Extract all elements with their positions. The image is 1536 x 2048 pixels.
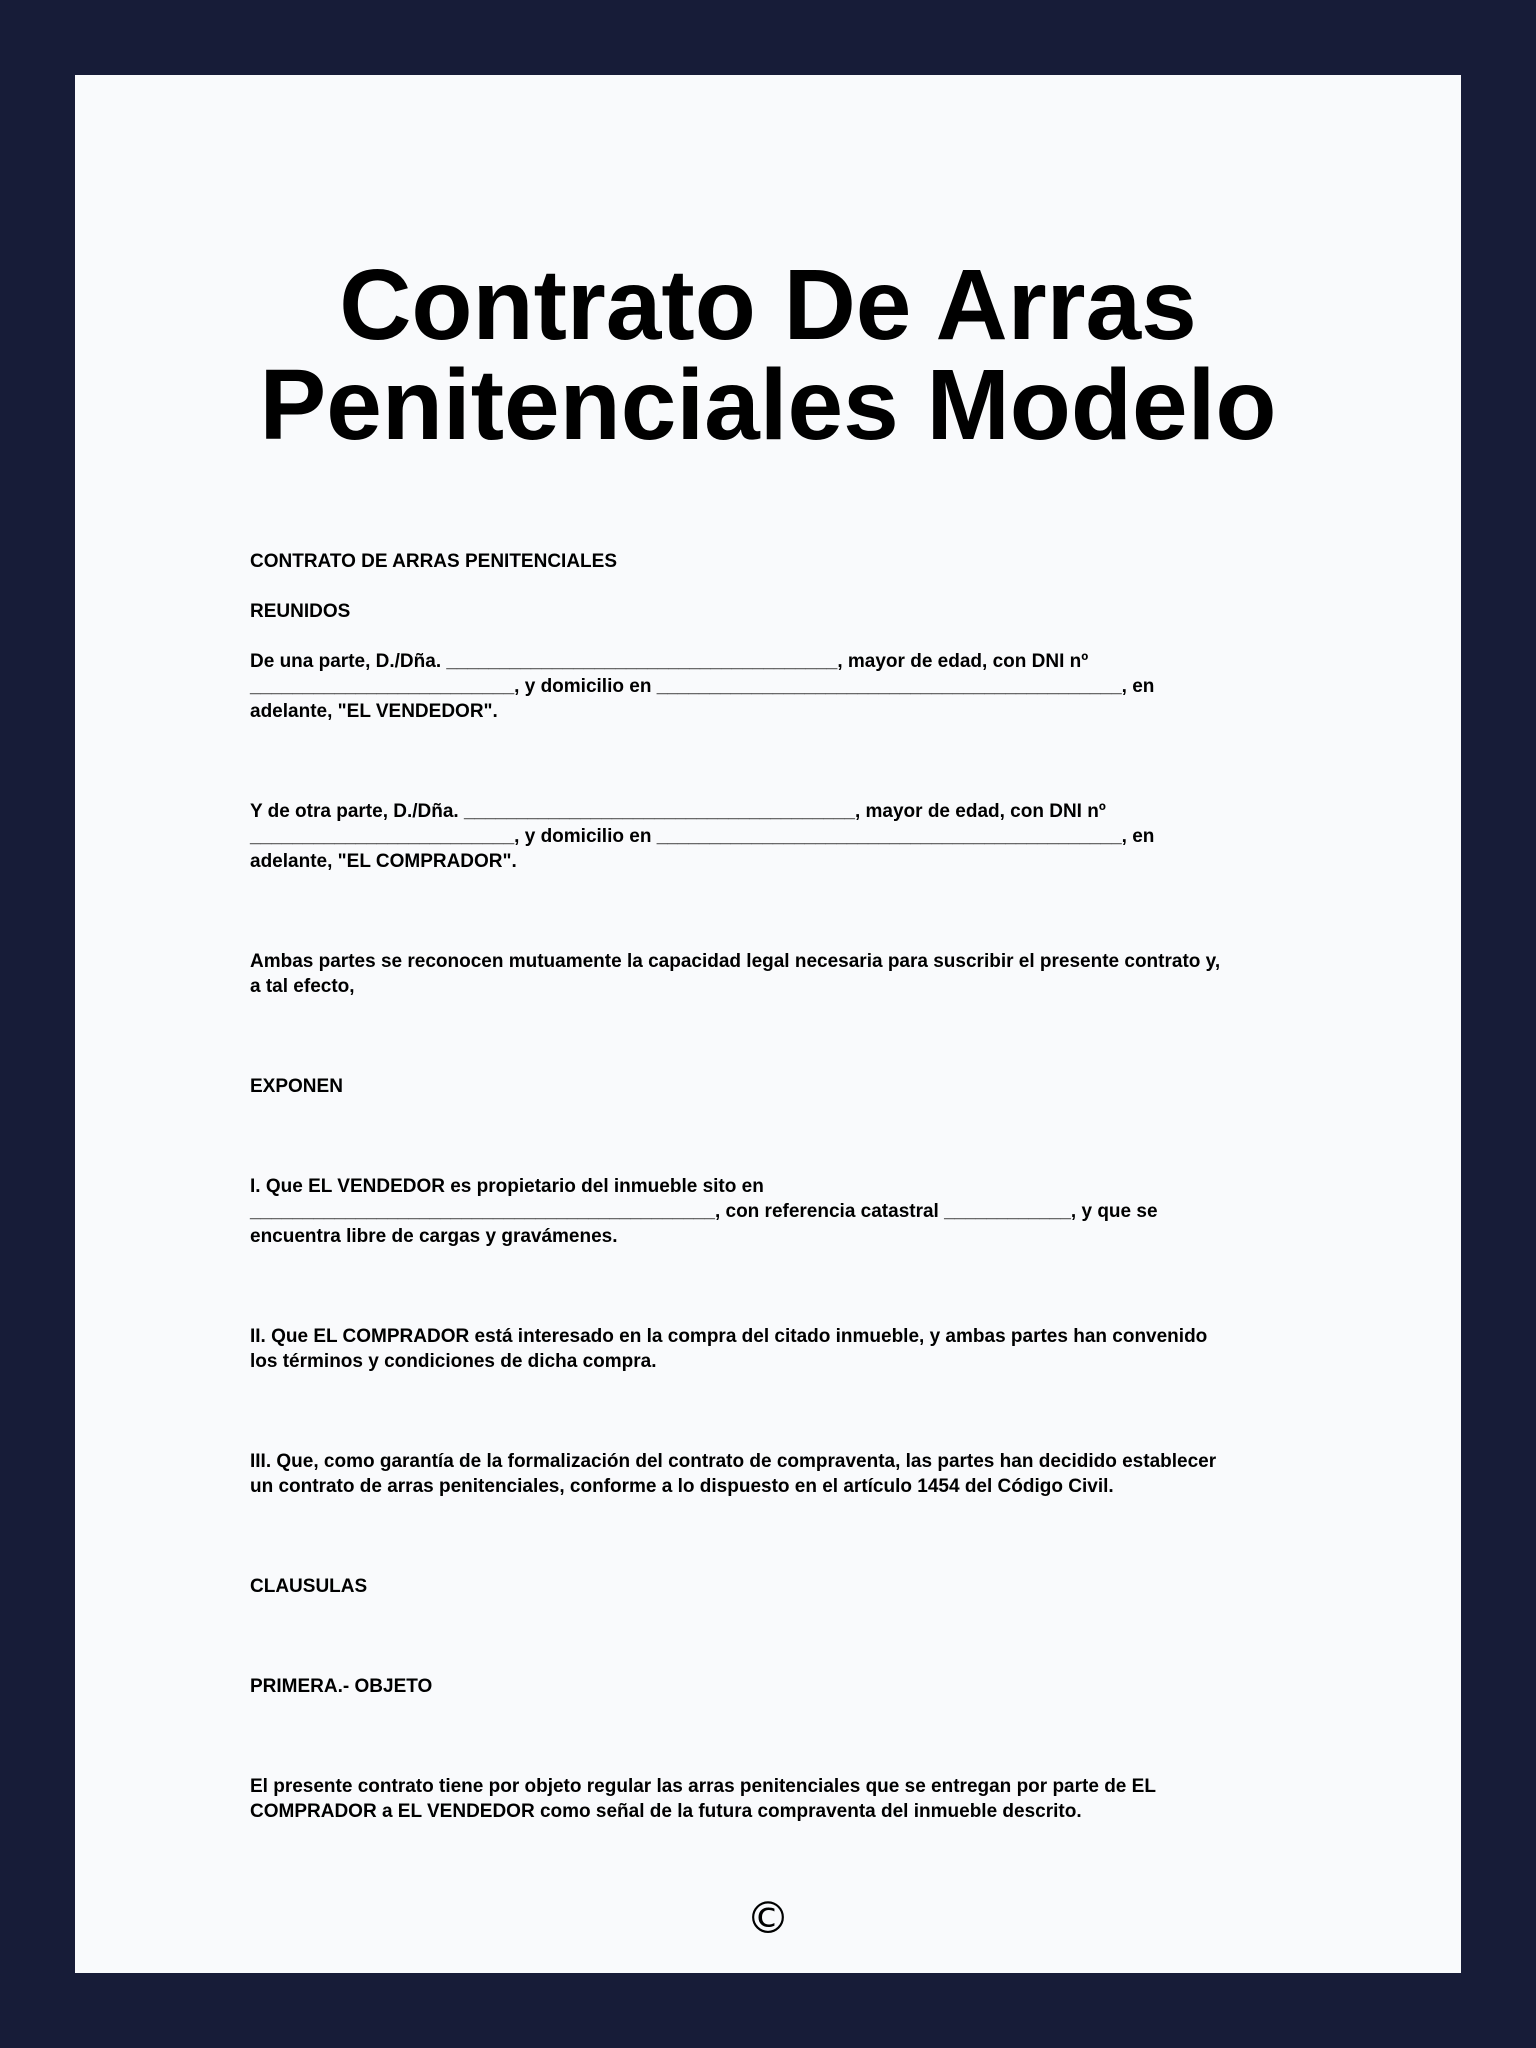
document-title: Contrato De Arras Penitenciales Modelo (259, 249, 1277, 461)
paragraph-comprador: Y de otra parte, D./Dña. _____________________________________, mayor de edad, con DNI nº _________________________, y domicilio en ____________________________________________, en adelante, "EL COMPRADOR". (250, 801, 1155, 872)
paragraph-exponen-2: II. Que EL COMPRADOR está interesado en la compra del citado inmueble, y ambas partes han convenido los términos y condiciones de dicha compra. (250, 1326, 1208, 1372)
contract-heading: CONTRATO DE ARRAS PENITENCIALES (250, 551, 618, 572)
section-clausulas: CLAUSULAS (250, 1576, 368, 1597)
clause-primera-heading: PRIMERA.- OBJETO (250, 1676, 433, 1697)
copyright-icon: © (746, 1893, 790, 1944)
clause-primera-text: El presente contrato tiene por objeto regular las arras penitenciales que se entregan por parte de EL COMPRADOR a EL VENDEDOR como señal de la futura compraventa del inmueble descrito. (250, 1776, 1156, 1822)
document-page (75, 75, 1461, 1973)
paragraph-exponen-1: I. Que EL VENDEDOR es propietario del inmueble sito en ____________________________________________, con referencia catastral ____________, y que se encuentra libre de cargas y gravámenes. (250, 1176, 1158, 1247)
paragraph-exponen-3: III. Que, como garantía de la formalización del contrato de compraventa, las partes han decidido establecer un contrato de arras penitenciales, conforme a lo dispuesto en el artículo 1454 del Código Civil. (250, 1451, 1217, 1497)
paragraph-vendedor: De una parte, D./Dña. _____________________________________, mayor de edad, con DNI nº _________________________, y domicilio en ____________________________________________, en adelante, "EL VENDEDOR". (250, 651, 1155, 722)
section-exponen: EXPONEN (250, 1076, 343, 1097)
document-body (250, 549, 1360, 1824)
section-reunidos: REUNIDOS (250, 601, 351, 622)
paragraph-capacidad: Ambas partes se reconocen mutuamente la capacidad legal necesaria para suscribir el presente contrato y, a tal efecto, (250, 951, 1221, 997)
